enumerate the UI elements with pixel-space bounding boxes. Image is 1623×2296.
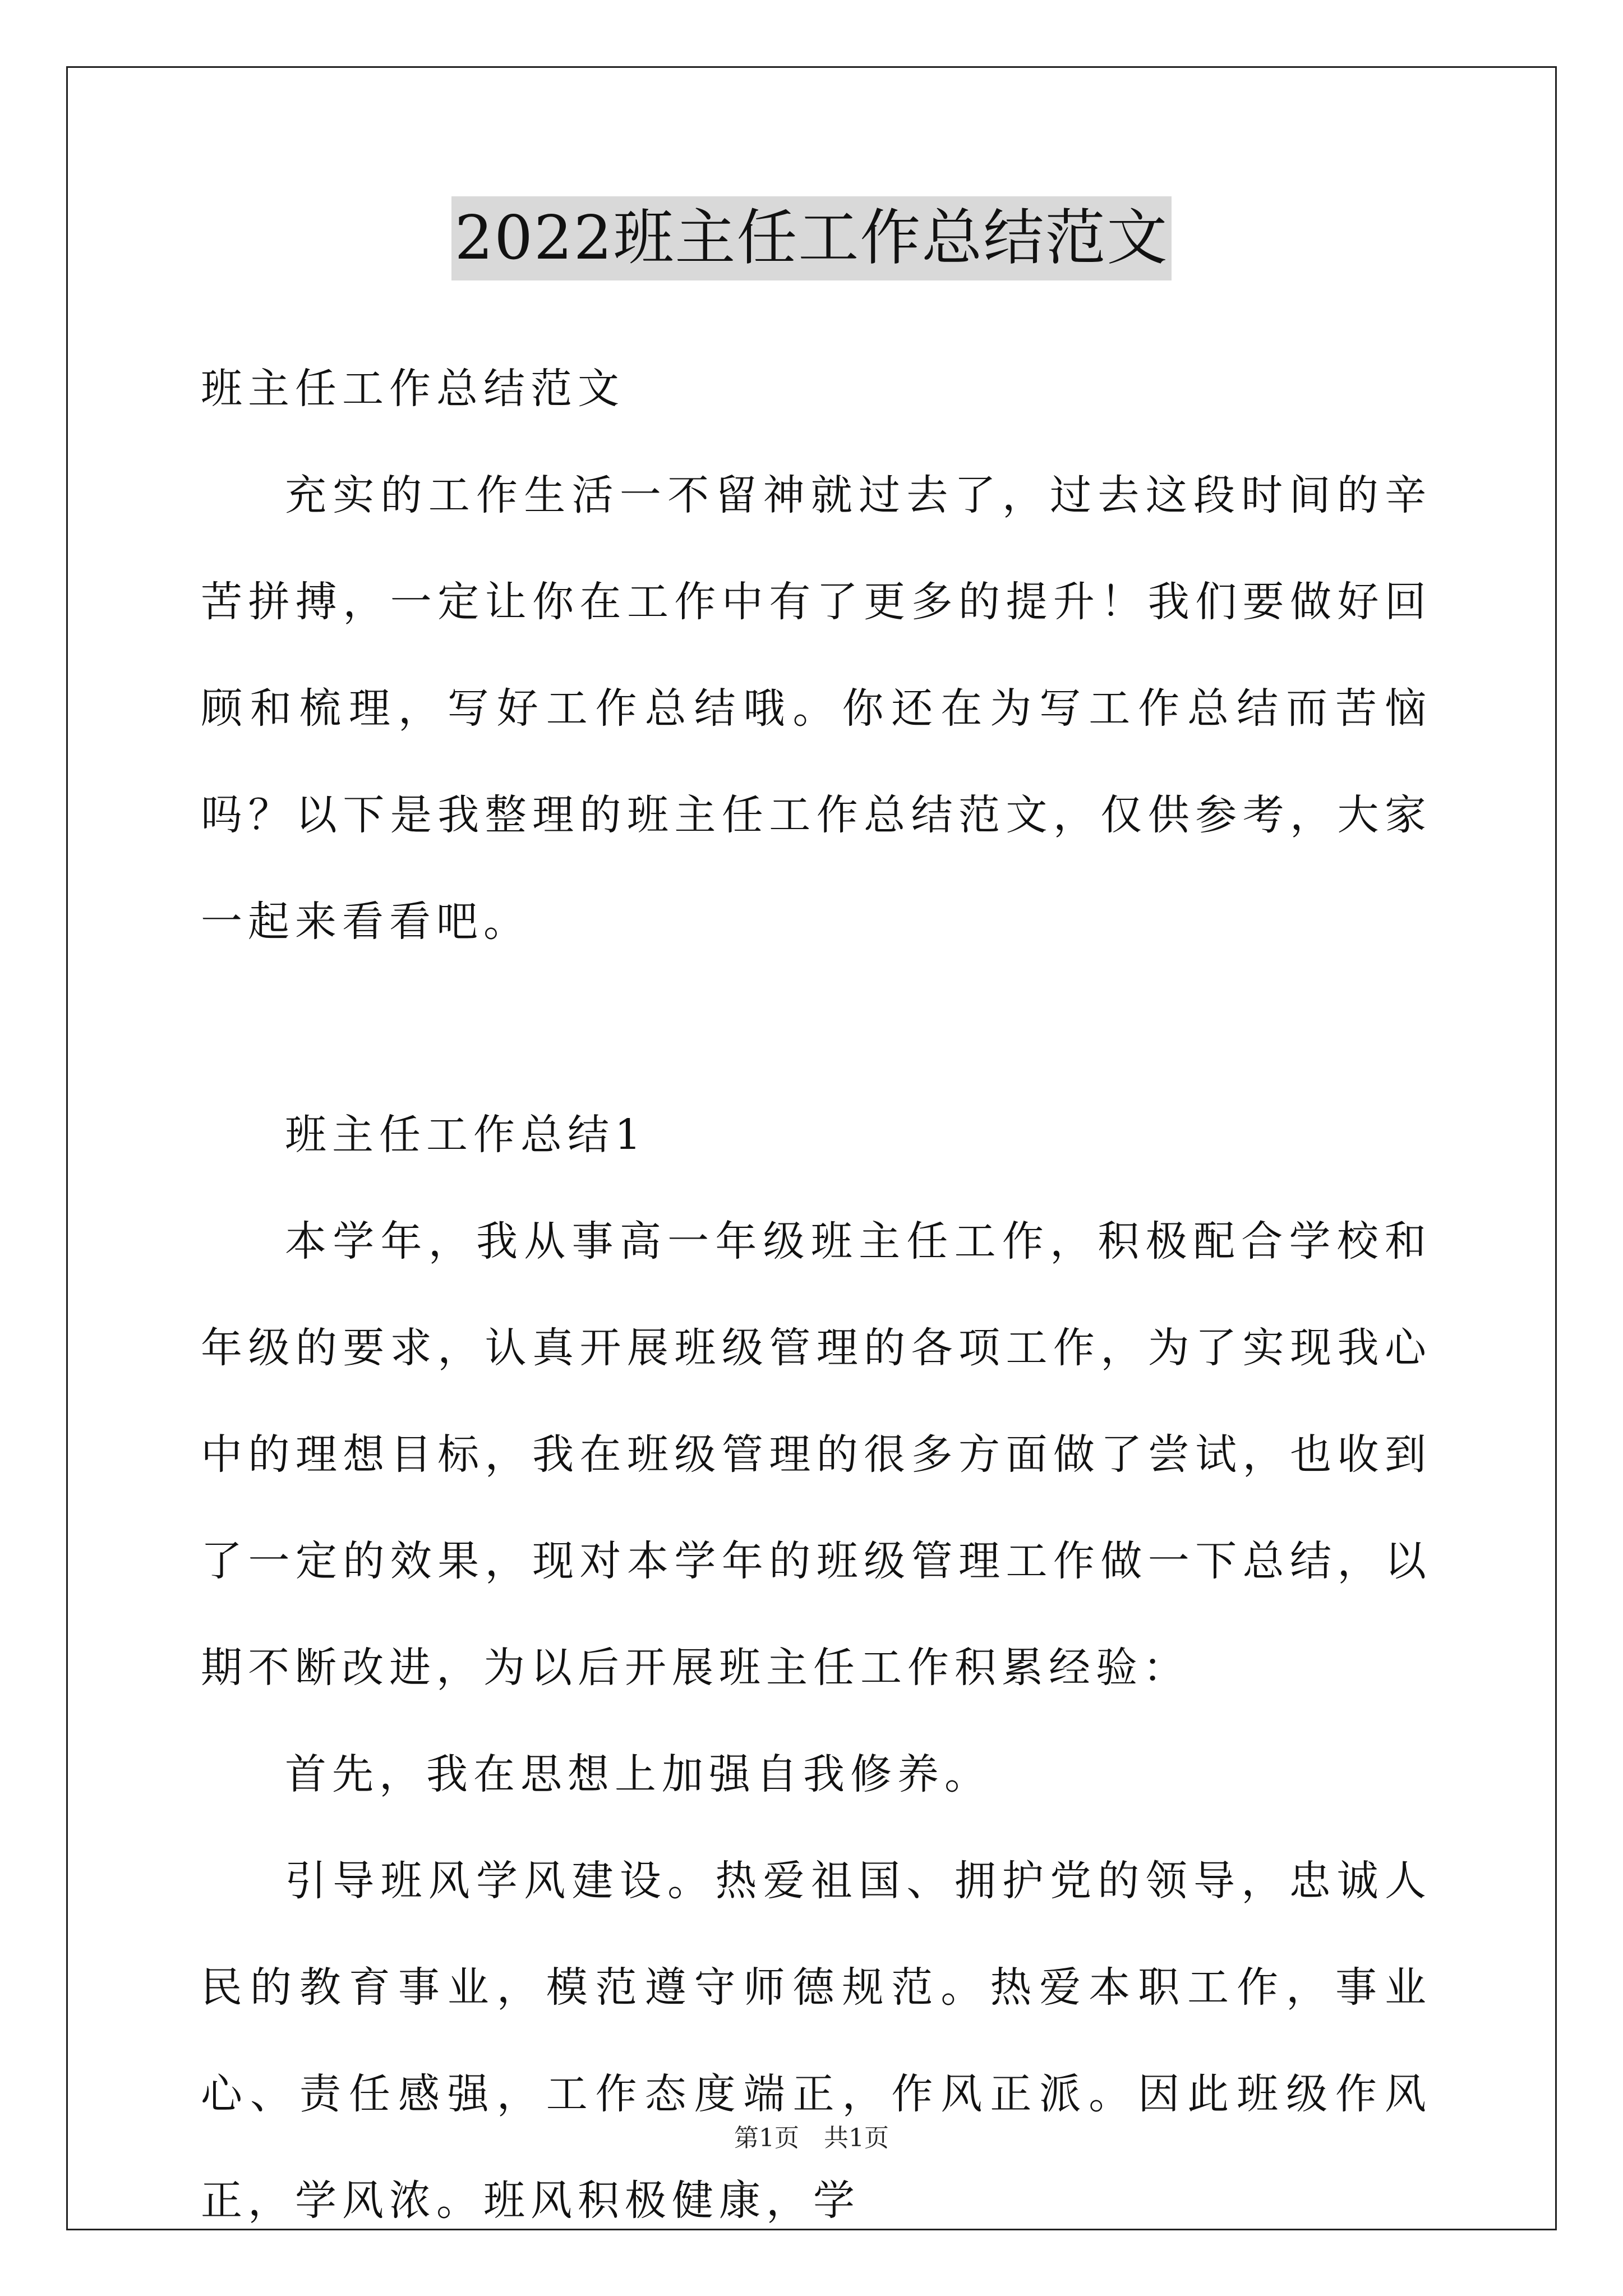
- section-heading: 班主任工作总结1: [285, 1111, 647, 1159]
- document-subtitle: 班主任工作总结范文: [201, 365, 625, 413]
- body-paragraph: 引导班风学风建设。热爱祖国、拥护党的领导，忠诚人民的教育事业，模范遵守师德规范。热爱本职工作，事业心、责任感强，工作态度端正，作风正派。因此班级作风正，学风浓。班风积极健康，学: [201, 1857, 1432, 2225]
- page-number: 第1页 共1页: [734, 2124, 889, 2152]
- intro-paragraph: 充实的工作生活一不留神就过去了，过去这段时间的辛苦拼搏，一定让你在工作中有了更多的提升！我们要做好回顾和梳理，写好工作总结哦。你还在为写工作总结而苦恼吗？以下是我整理的班主任工作总结范文，仅供参考，大家一起来看看吧。: [201, 471, 1432, 946]
- document-title: 2022班主任工作总结范文: [451, 196, 1172, 280]
- paragraph-spacer: [201, 975, 1432, 1082]
- title-container: [0, 196, 1623, 280]
- body-paragraph: 首先，我在思想上加强自我修养。: [285, 1750, 992, 1798]
- document-body: [201, 335, 1432, 2254]
- body-paragraph: 本学年，我从事高一年级班主任工作，积极配合学校和年级的要求，认真开展班级管理的各项工作，为了实现我心中的理想目标，我在班级管理的很多方面做了尝试，也收到了一定的效果，现对本学年的班级管理工作做一下总结，以期不断改进，为以后开展班主任工作积累经验：: [201, 1217, 1432, 1692]
